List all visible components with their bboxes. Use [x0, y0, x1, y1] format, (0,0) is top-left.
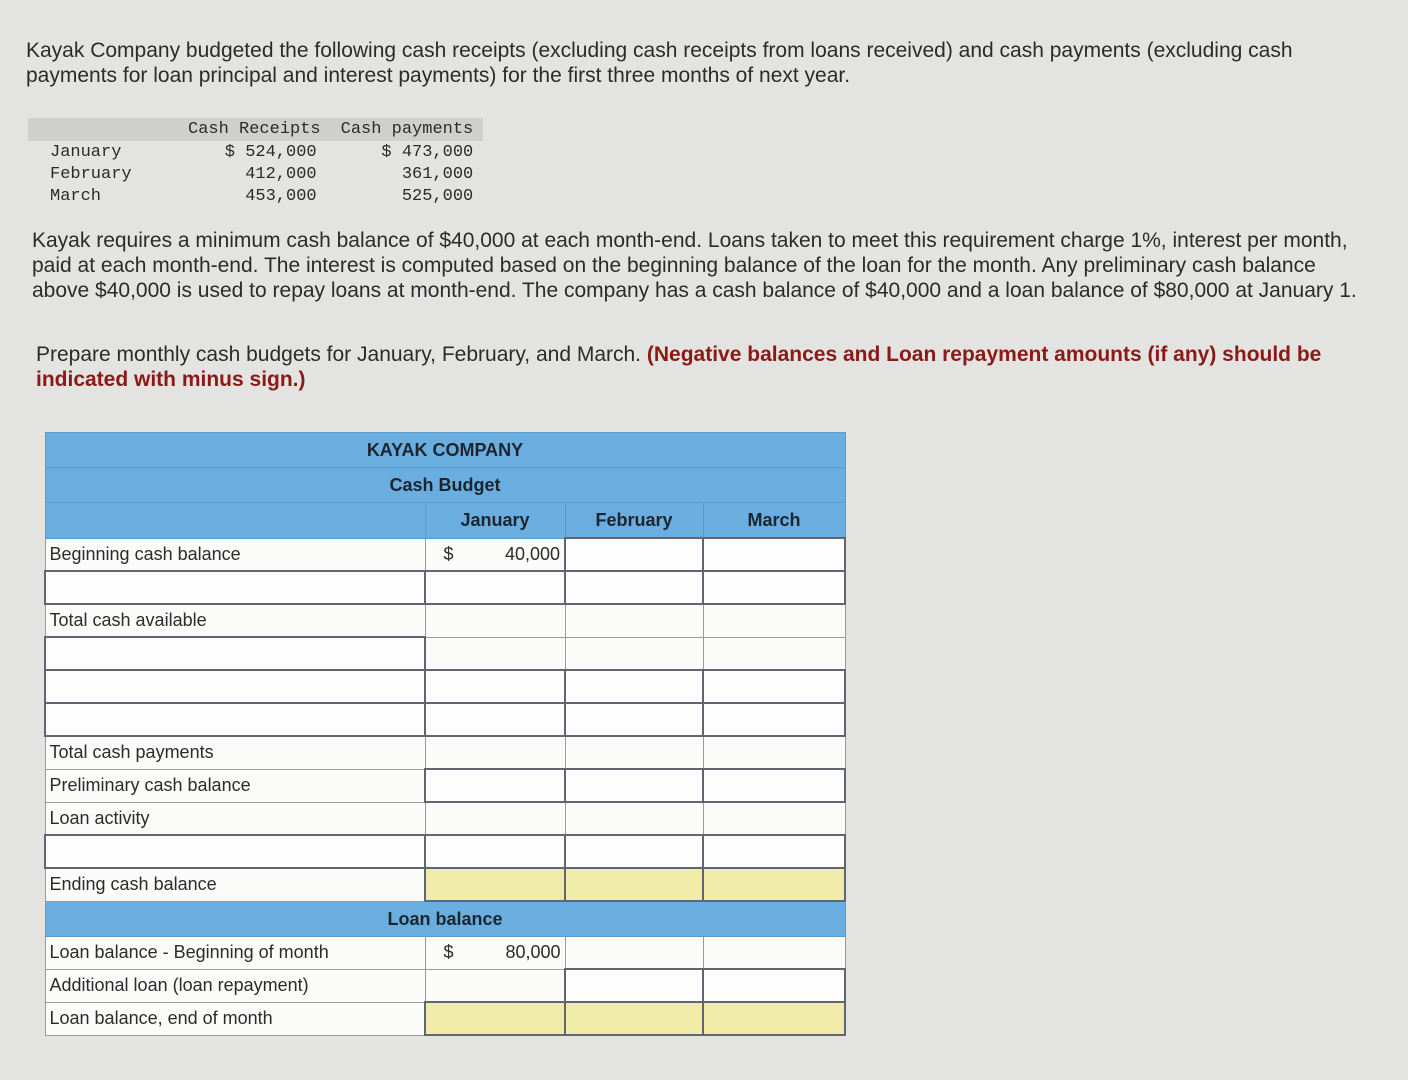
cash-payments-header: Cash payments	[331, 118, 484, 141]
receipts-payments-table	[28, 118, 483, 207]
payments-cell: $ 473,000	[381, 142, 474, 162]
table-row	[28, 185, 483, 207]
loan-beginning-jan	[425, 937, 565, 970]
table-row	[45, 1002, 845, 1035]
jan-cell	[425, 604, 565, 637]
table-row	[45, 604, 845, 637]
payments-cell: 525,000	[401, 186, 474, 206]
dollar-sign: $	[443, 942, 454, 963]
table-row	[45, 637, 845, 670]
row-label-input[interactable]	[45, 670, 425, 703]
instructions-emphasis: (Negative balances and Loan repayment amounts (if any) should be indicated with minus sign.)	[36, 343, 1322, 391]
ending-mar-input[interactable]	[703, 868, 845, 901]
instructions	[36, 342, 1366, 392]
requirements-text: Kayak requires a minimum cash balance of $40,000 at each month-end. Loans taken to meet this requirement charge 1%, interest per month, paid at each month-end. The interest is computed based on the beginning balance of the loan for the month. Any preliminary cash balance above $40,000 is used to repay loans at month-end. The company has a cash balance of $40,000 and a loan balance of $80,000 at January 1.	[32, 229, 1357, 302]
row-label: Loan balance - Beginning of month	[45, 937, 425, 970]
mar-cell	[703, 802, 845, 835]
row-label: Loan balance, end of month	[45, 1002, 425, 1035]
loan-end-feb-input[interactable]	[565, 1002, 703, 1035]
blank-header	[45, 503, 425, 539]
month-cell: March	[50, 186, 102, 206]
beginning-mar-input[interactable]	[703, 538, 845, 571]
row-label: Ending cash balance	[45, 868, 425, 901]
jan-cell	[425, 802, 565, 835]
jan-cell	[425, 969, 565, 1002]
jan-input[interactable]	[425, 670, 565, 703]
table-row	[45, 969, 845, 1002]
ending-jan-input[interactable]	[425, 868, 565, 901]
table-row	[45, 670, 845, 703]
table-row	[45, 571, 845, 604]
feb-input[interactable]	[565, 571, 703, 604]
row-label: Total cash payments	[45, 736, 425, 769]
row-label: Beginning cash balance	[45, 538, 425, 571]
beginning-jan-value: 40,000	[504, 543, 560, 564]
jan-cell	[425, 637, 565, 670]
jan-input[interactable]	[425, 835, 565, 868]
feb-cell	[565, 637, 703, 670]
table-row	[28, 141, 483, 163]
jan-cell	[425, 736, 565, 769]
table-row	[45, 835, 845, 868]
row-label: Preliminary cash balance	[45, 769, 425, 802]
row-label-input[interactable]	[45, 835, 425, 868]
loan-section-header: Loan balance	[45, 901, 845, 937]
jan-input[interactable]	[425, 769, 565, 802]
receipts-cell: 453,000	[245, 186, 317, 206]
mar-cell	[703, 736, 845, 769]
table-row	[45, 802, 845, 835]
mar-cell	[703, 937, 845, 970]
mar-input[interactable]	[703, 571, 845, 604]
receipts-cell: $ 524,000	[224, 142, 317, 162]
feb-input[interactable]	[565, 670, 703, 703]
table-row	[45, 538, 845, 571]
month-cell: February	[50, 164, 132, 184]
col-march: March	[703, 503, 845, 539]
mar-cell	[703, 637, 845, 670]
col-january: January	[425, 503, 565, 539]
mar-input[interactable]	[703, 769, 845, 802]
row-label-input[interactable]	[45, 703, 425, 736]
loan-end-mar-input[interactable]	[703, 1002, 845, 1035]
table-row	[45, 937, 845, 970]
row-label: Total cash available	[45, 604, 425, 637]
table-row	[45, 736, 845, 769]
loan-beginning-jan-value: 80,000	[505, 942, 561, 963]
cash-receipts-header: Cash Receipts	[178, 118, 331, 141]
mar-input[interactable]	[703, 703, 845, 736]
mar-cell	[703, 604, 845, 637]
feb-input[interactable]	[565, 969, 703, 1002]
jan-input[interactable]	[425, 571, 565, 604]
feb-cell	[565, 736, 703, 769]
payments-cell: 361,000	[401, 164, 474, 184]
beginning-jan	[425, 538, 565, 571]
table-row	[45, 868, 845, 901]
feb-input[interactable]	[565, 703, 703, 736]
mar-input[interactable]	[703, 835, 845, 868]
row-label-input[interactable]	[45, 571, 425, 604]
col-february: February	[565, 503, 703, 539]
jan-input[interactable]	[425, 703, 565, 736]
mar-input[interactable]	[703, 969, 845, 1002]
ending-feb-input[interactable]	[565, 868, 703, 901]
feb-input[interactable]	[565, 769, 703, 802]
budget-title: Cash Budget	[45, 468, 845, 503]
table-row	[45, 703, 845, 736]
instructions-text: Prepare monthly cash budgets for January, February, and March.	[36, 343, 642, 366]
row-label: Loan activity	[45, 802, 425, 835]
cash-budget-table	[44, 432, 846, 1036]
intro-text: Kayak Company budgeted the following cash receipts (excluding cash receipts from loans received) and cash payments (excluding cash payments for loan principal and interest payments) for the first three months of next year.	[26, 39, 1293, 87]
loan-end-jan-input[interactable]	[425, 1002, 565, 1035]
feb-cell	[565, 937, 703, 970]
feb-cell	[565, 604, 703, 637]
feb-input[interactable]	[565, 835, 703, 868]
company-name: KAYAK COMPANY	[45, 433, 845, 468]
dollar-sign: $	[443, 543, 454, 564]
mar-input[interactable]	[703, 670, 845, 703]
row-label: Additional loan (loan repayment)	[45, 969, 425, 1002]
table-row	[45, 769, 845, 802]
feb-cell	[565, 802, 703, 835]
blank-header	[28, 118, 178, 141]
beginning-feb-input[interactable]	[565, 538, 703, 571]
month-cell: January	[50, 142, 122, 162]
table-row	[28, 163, 483, 185]
row-label-input[interactable]	[45, 637, 425, 670]
receipts-cell: 412,000	[245, 164, 317, 184]
